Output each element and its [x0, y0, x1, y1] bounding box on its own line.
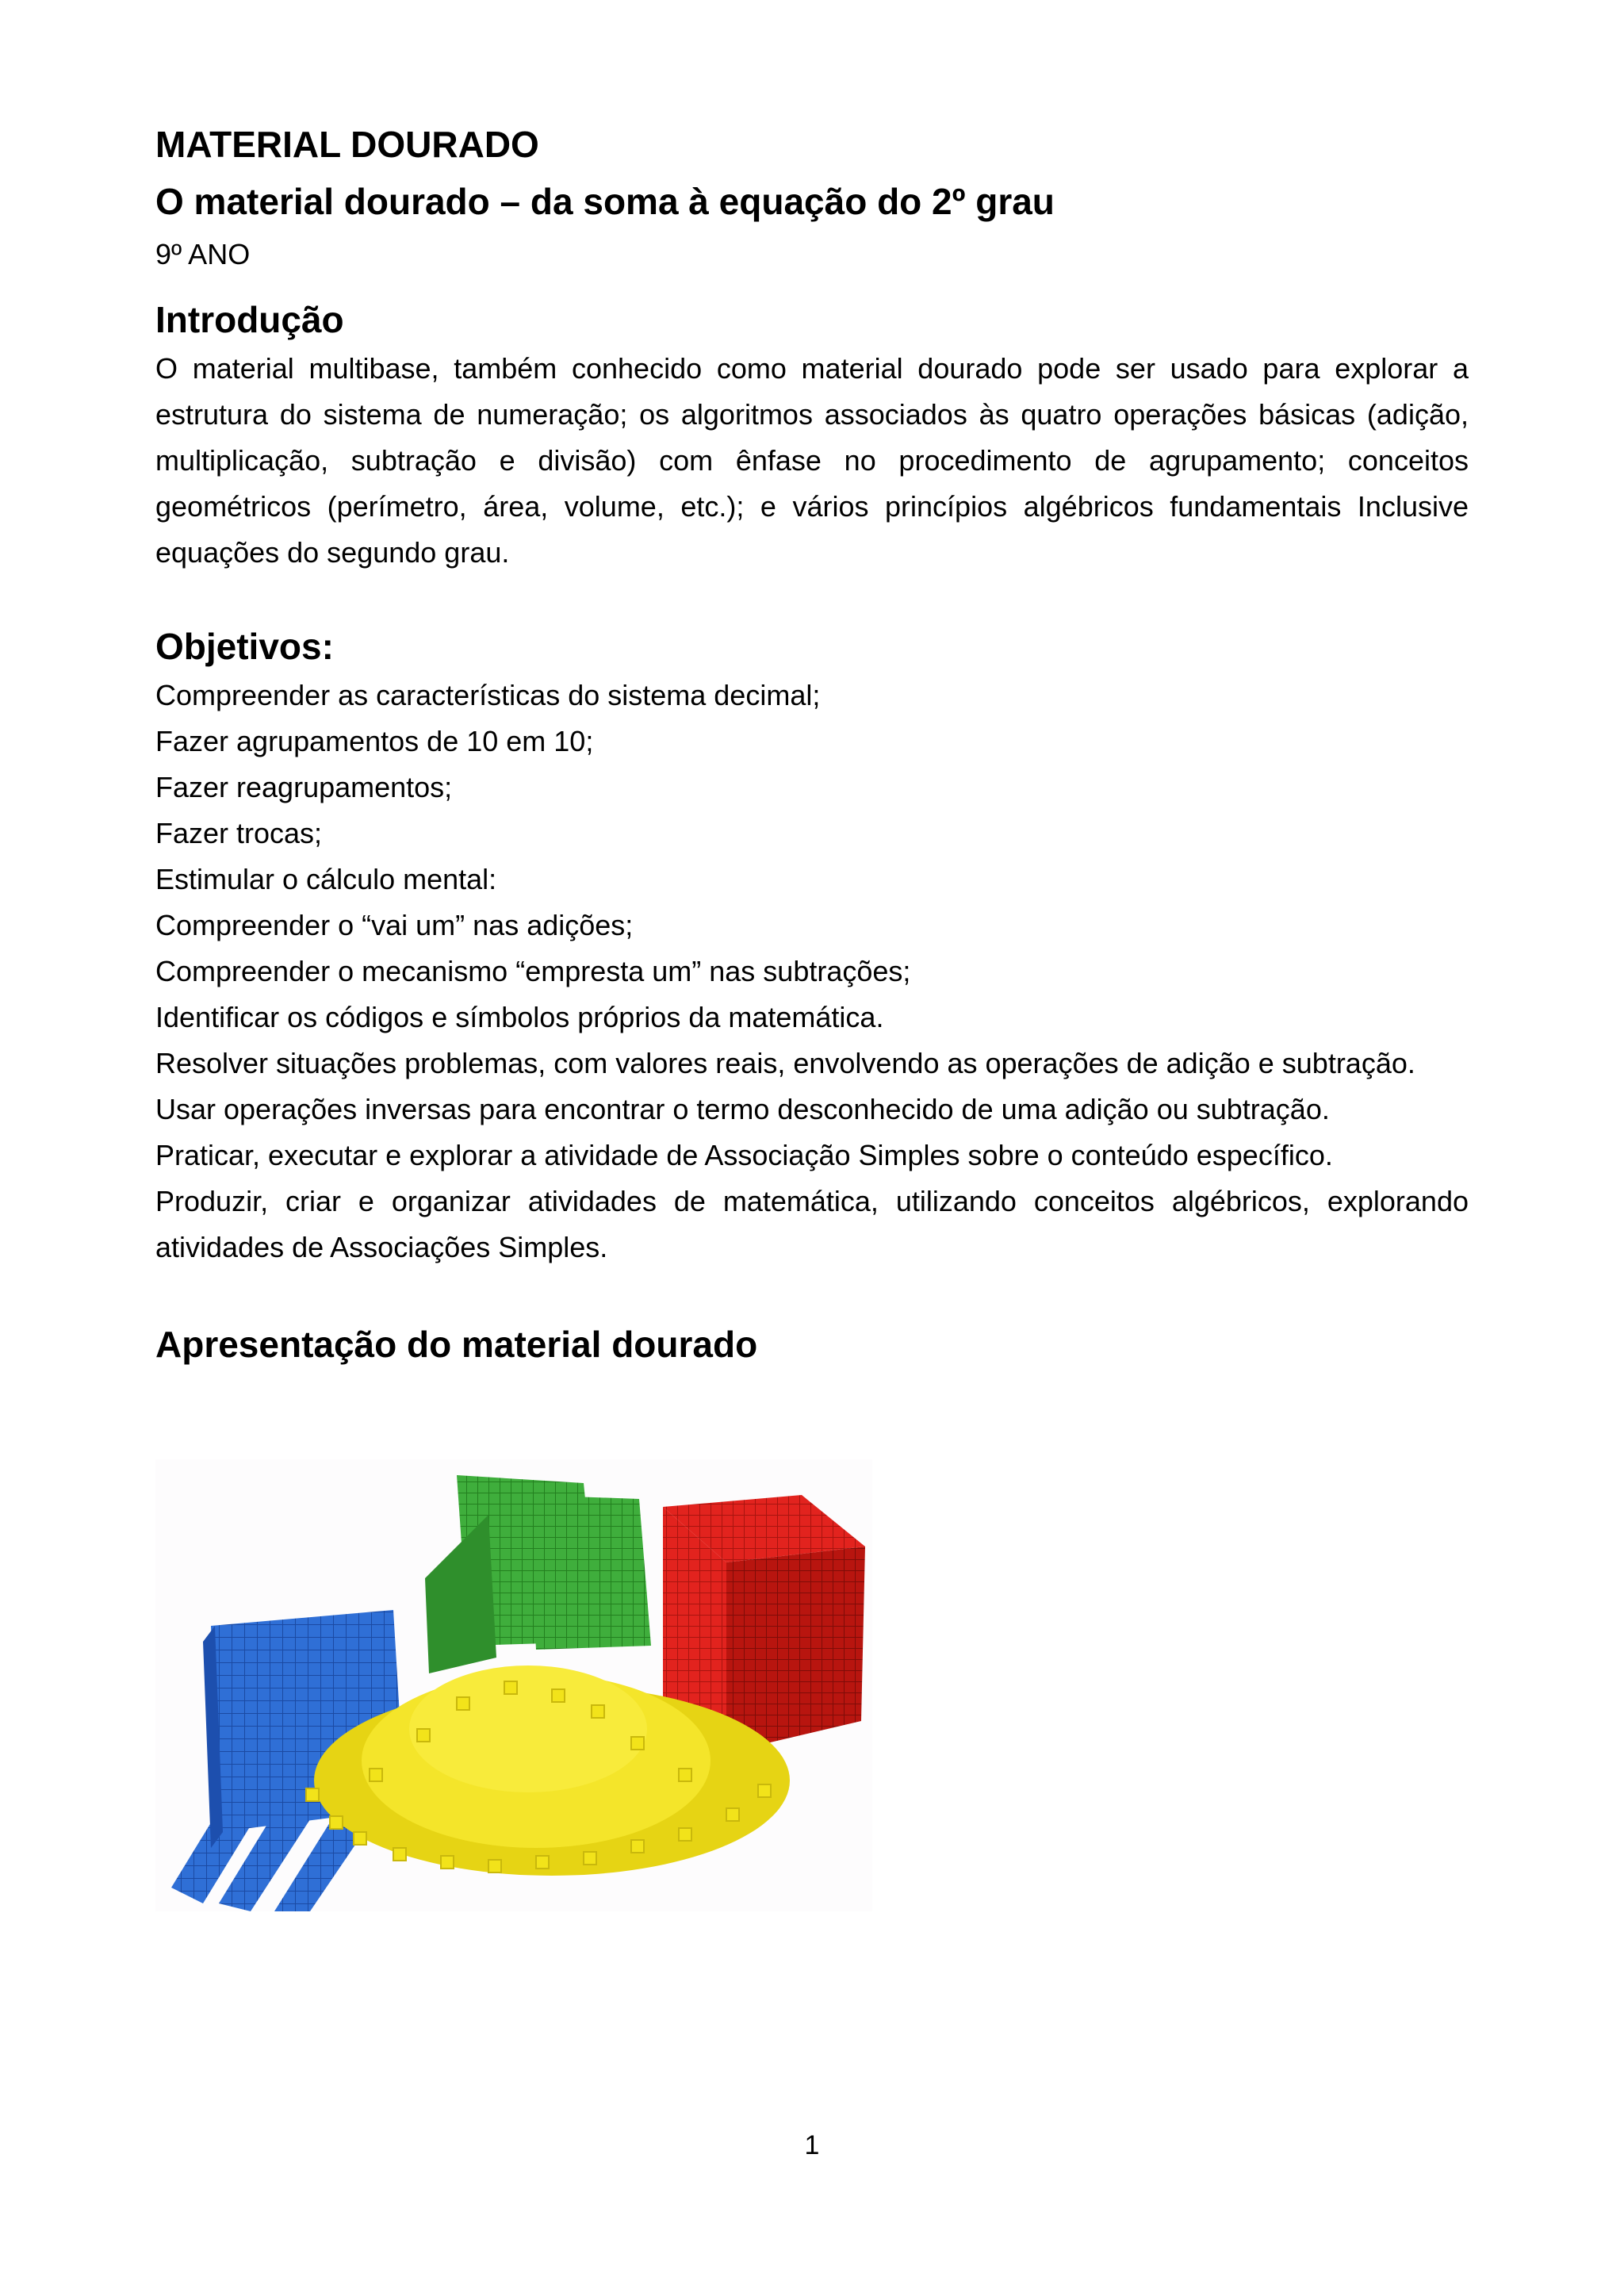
list-item: Compreender o mecanismo “empresta um” nas subtrações; [155, 955, 911, 987]
list-item: Compreender o “vai um” nas adições; [155, 909, 634, 941]
document-page [155, 119, 1469, 1369]
list-item: Praticar, executar e explorar a atividade de Associação Simples sobre o conteúdo específico. [155, 1139, 1333, 1171]
list-item: Fazer agrupamentos de 10 em 10; [155, 725, 594, 757]
grade-label: 9º ANO [155, 238, 251, 270]
base-ten-blocks-photo [155, 1459, 872, 1911]
list-item: Estimular o cálculo mental: [155, 863, 497, 895]
objectives-list [155, 673, 1469, 1271]
list-item: Fazer trocas; [155, 817, 323, 849]
list-item: Produzir, criar e organizar atividades de matemática, utilizando conceitos algébricos, explorando atividades de Associações Simples. [155, 1185, 1469, 1263]
list-item: Identificar os códigos e símbolos próprios da matemática. [155, 1001, 884, 1033]
introduction-text: O material multibase, também conhecido como material dourado pode ser usado para explorar a estrutura do sistema de numeração; os algoritmos associados às quatro operações básicas (adição, multiplicação, subtração e divisão) com ênfase no procedimento de agrupamento; conceitos geométricos (perímetro, área, volume, etc.); e vários princípios algébricos fundamentais Inclusive equações do segundo grau. [155, 352, 1469, 569]
list-item: Usar operações inversas para encontrar o termo desconhecido de uma adição ou subtração. [155, 1093, 1330, 1125]
page-number: 1 [804, 2130, 820, 2160]
introduction-heading: Introdução [155, 299, 344, 340]
list-item: Fazer reagrupamentos; [155, 771, 453, 803]
presentation-heading: Apresentação do material dourado [155, 1324, 758, 1365]
list-item: Compreender as características do sistema decimal; [155, 679, 821, 711]
document-title: MATERIAL DOURADO [155, 124, 539, 165]
document-subtitle: O material dourado – da soma à equação do 2º grau [155, 181, 1055, 222]
objectives-heading: Objetivos: [155, 626, 334, 667]
list-item: Resolver situações problemas, com valores reais, envolvendo as operações de adição e subtração. [155, 1047, 1415, 1079]
hundred-flat-icon [425, 1475, 651, 1673]
